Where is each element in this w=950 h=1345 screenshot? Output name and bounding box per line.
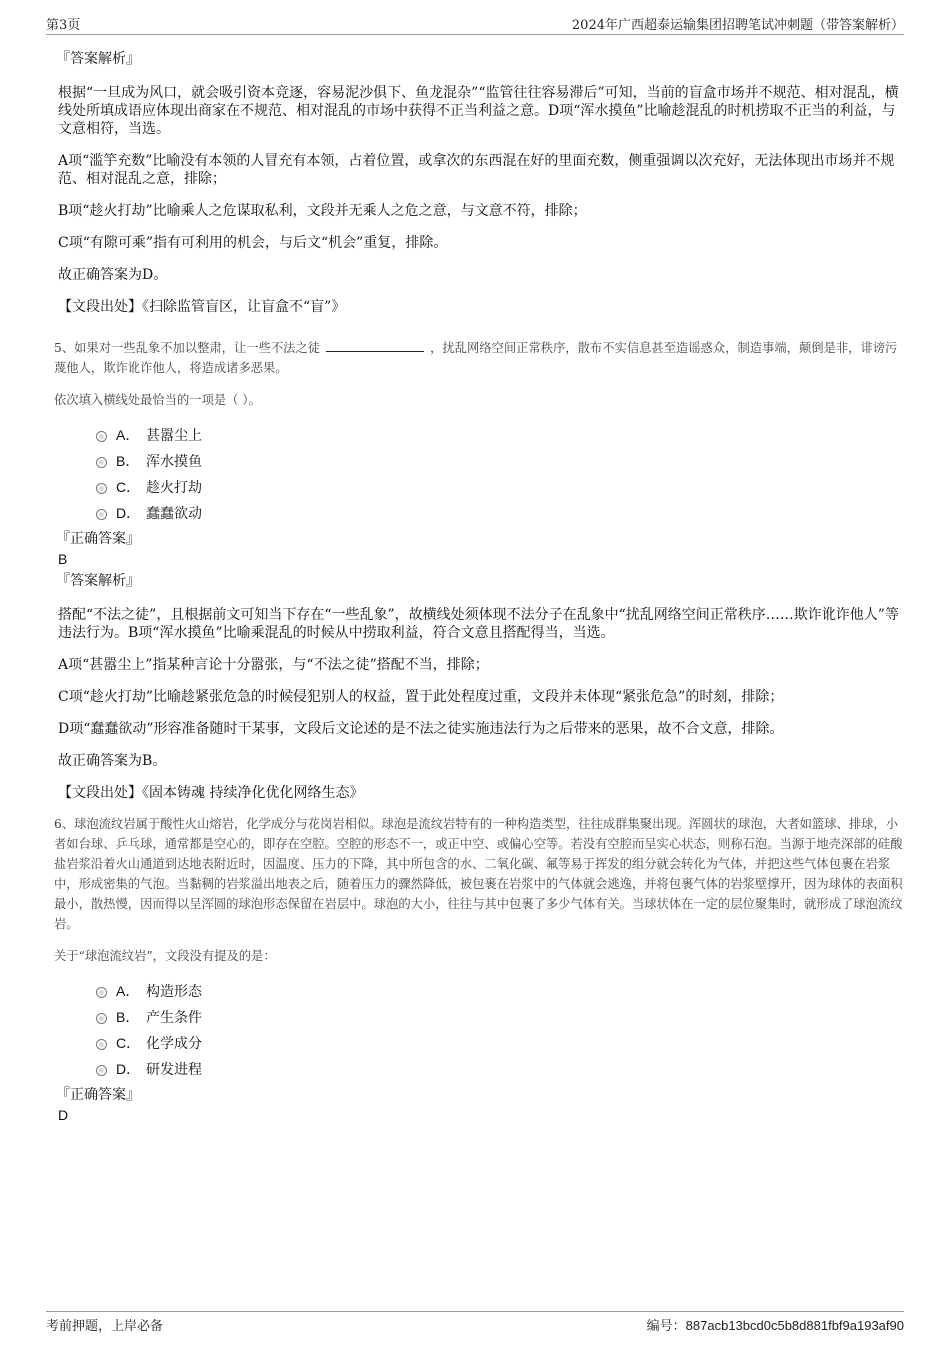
page-number: 第3页 [46, 18, 81, 33]
analysis-paragraph: 故正确答案为D。 [58, 267, 168, 283]
analysis-paragraph: 搭配“不法之徒”，且根据前文可知当下存在“一些乱象”，故横线处须体现不法分子在乱象中“扰乱网络空间正常秩序……欺诈讹诈他人”等违法行为。B项“浑水摸鱼”比喻乘混乱的时候从中捞取利益，符合文意且搭配得当，当选。 [58, 607, 899, 641]
source-citation: 【文段出处】《扫除监管盲区，让盲盒不“盲”》 [58, 299, 346, 315]
radio-icon[interactable] [96, 457, 107, 468]
radio-icon[interactable] [96, 1013, 107, 1024]
radio-icon[interactable] [96, 1039, 107, 1050]
page-footer [46, 1311, 904, 1334]
analysis-label: 『答案解析』 [56, 51, 140, 67]
analysis-paragraph: A项“甚嚣尘上”指某种言论十分嚣张，与“不法之徒”搭配不当，排除； [58, 657, 489, 673]
option-list [46, 978, 904, 1082]
analysis-label: 『答案解析』 [56, 573, 140, 589]
radio-icon[interactable] [96, 431, 107, 442]
radio-icon[interactable] [96, 987, 107, 998]
option-c[interactable]: C． 化学成分 [46, 1030, 904, 1056]
correct-answer-label: 『正确答案』 [56, 531, 140, 547]
analysis-paragraph: A项“滥竽充数”比喻没有本领的人冒充有本领，占着位置，或拿次的东西混在好的里面充数，侧重强调以次充好，无法体现出市场并不规范、相对混乱之意，排除； [58, 153, 895, 187]
option-list [46, 422, 904, 526]
option-c[interactable]: C． 趁火打劫 [46, 474, 904, 500]
source-citation: 【文段出处】《固本铸魂 持续净化优化网络生态》 [58, 785, 364, 801]
document-code: 编号：887acb13bcd0c5b8d881fbf9a193af90 [646, 1318, 904, 1334]
option-d[interactable]: D． 蠢蠢欲动 [46, 500, 904, 526]
correct-answer: D [58, 1107, 69, 1123]
option-b[interactable]: B． 浑水摸鱼 [46, 448, 904, 474]
option-b[interactable]: B． 产生条件 [46, 1004, 904, 1030]
radio-icon[interactable] [96, 1065, 107, 1076]
question-prompt: 依次填入横线处最恰当的一项是（ ）。 [54, 393, 261, 407]
question-6 [46, 814, 904, 1124]
document-title: 2024年广西超泰运输集团招聘笔试冲刺题（带答案解析） [571, 18, 904, 33]
radio-icon[interactable] [96, 483, 107, 494]
analysis-paragraph: D项“蠢蠢欲动”形容准备随时干某事，文段后文论述的是不法之徒实施违法行为之后带来的恶果，故不合文意，排除。 [58, 721, 784, 737]
option-a[interactable]: A． 构造形态 [46, 978, 904, 1004]
question-stem: 5、如果对一些乱象不加以整肃，让一些不法之徒 ，扰乱网络空间正常秩序，散布不实信息甚至造谣惑众，制造事端，颠倒是非，诽谤污蔑他人，欺诈讹诈他人，将造成诸多恶果。 [54, 341, 898, 375]
footer-slogan: 考前押题，上岸必备 [46, 1319, 164, 1334]
page-header [46, 12, 904, 35]
analysis-paragraph: C项“有隙可乘”指有可利用的机会，与后文“机会”重复，排除。 [58, 235, 448, 251]
question-5 [46, 338, 904, 802]
option-a[interactable]: A． 甚嚣尘上 [46, 422, 904, 448]
analysis-paragraph: 故正确答案为B。 [58, 753, 167, 769]
q4-analysis [46, 48, 904, 316]
question-stem: 6、球泡流纹岩属于酸性火山熔岩，化学成分与花岗岩相似。球泡是流纹岩特有的一种构造类型，往往成群集聚出现。浑圆状的球泡，大者如篮球、排球，小者如台球、乒乓球，通常都是空心的，即存在空腔。空腔的形态不一，或正中空、或偏心空等。若没有空腔而呈实心状态，则称石泡。当源于地壳深部的硅酸盐岩浆沿着火山通道到达地表附近时，因温度、压力的下降，其中所包含的水、二氧化碳、氟等易于挥发的组分就会转化为气体，并把这些气体包裹在岩浆中，形成密集的气泡。当黏稠的岩浆溢出地表之后，随着压力的骤然降低，被包裹在岩浆中的气体就会逃逸，并将包裹气体的岩浆壁撑开，因为球体的表面积最小，散热慢，因而得以呈浑圆的球泡形态保留在岩层中。球泡的大小，往往与其中包裹了多少气体有关。当球状体在一定的层位聚集时，就形成了球泡流纹岩。 [54, 817, 903, 931]
correct-answer: B [58, 551, 68, 567]
blank-line [326, 339, 424, 352]
radio-icon[interactable] [96, 509, 107, 520]
question-prompt: 关于“球泡流纹岩”，文段没有提及的是： [54, 949, 276, 963]
analysis-paragraph: C项“趁火打劫”比喻趁紧张危急的时候侵犯别人的权益，置于此处程度过重，文段并未体现“紧张危急”的时刻，排除； [58, 689, 784, 705]
content [46, 40, 904, 1124]
analysis-paragraph: B项“趁火打劫”比喻乘人之危谋取私利，文段并无乘人之危之意，与文意不符，排除； [58, 203, 587, 219]
option-d[interactable]: D． 研发进程 [46, 1056, 904, 1082]
analysis-paragraph: 根据“一旦成为风口，就会吸引资本竞逐，容易泥沙俱下、鱼龙混杂”“监管往往容易滞后”可知，当前的盲盒市场并不规范、相对混乱，横线处所填成语应体现出商家在不规范、相对混乱的市场中获得不正当利益之意。D项“浑水摸鱼”比喻趁混乱的时机捞取不正当的利益，与文意相符，当选。 [58, 85, 899, 137]
correct-answer-label: 『正确答案』 [56, 1087, 140, 1103]
